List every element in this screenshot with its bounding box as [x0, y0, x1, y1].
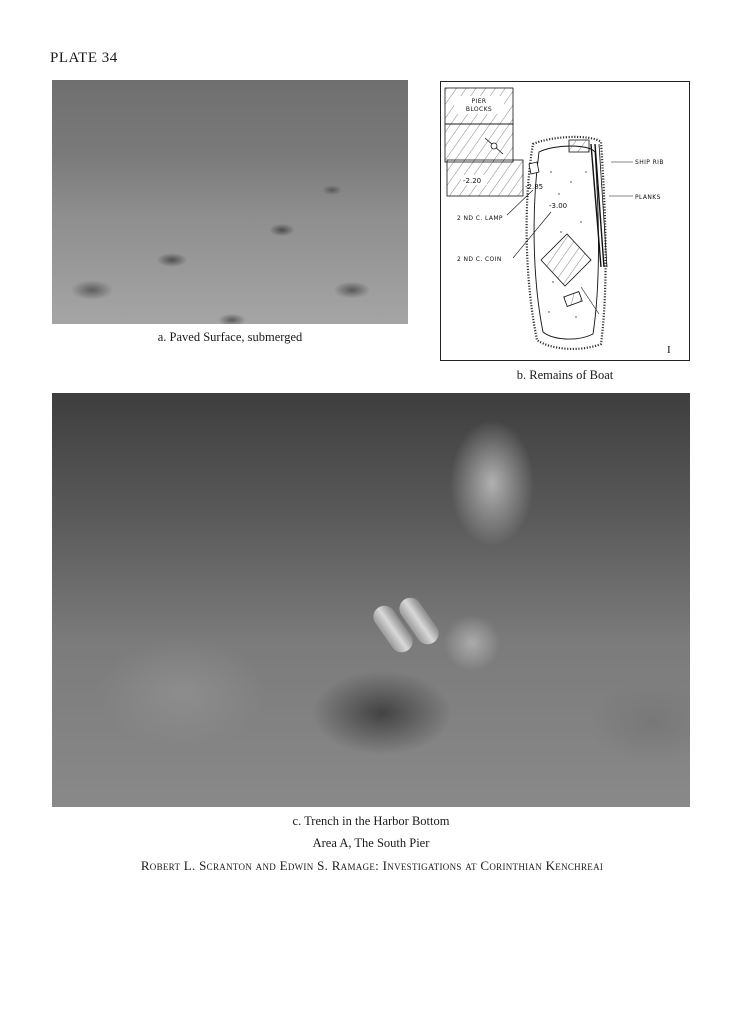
depth-3-00: -3.00: [549, 202, 568, 210]
label-ship-rib: SHIP RIB: [635, 159, 664, 166]
pier-block-2: [445, 124, 513, 162]
depth-2-85: -2.85: [525, 183, 544, 191]
plan-drawing: [441, 82, 691, 362]
caption-c: c. Trench in the Harbor Bottom: [292, 814, 450, 828]
plan-remains-of-boat: [440, 81, 690, 361]
label-planks: PLANKS: [635, 194, 661, 201]
depth-2-20: -2.20: [463, 177, 482, 185]
label-lamp: 2 ND C. LAMP: [457, 215, 503, 222]
photo-paved-surface: [52, 80, 408, 324]
caption-b: b. Remains of Boat: [516, 368, 614, 382]
label-pier: PIER: [471, 98, 487, 105]
subcaption-c: Area A, The South Pier: [312, 836, 430, 850]
label-coin: 2 ND C. COIN: [457, 256, 502, 263]
publication-credit: Robert L. Scranton and Edwin S. Ramage: Investigations at Corinthian Kenchreai: [140, 858, 604, 873]
plate-label: PLATE 34: [50, 50, 118, 66]
photo-harbor-trench: [52, 393, 690, 807]
section-mark: I: [667, 344, 671, 356]
caption-a: a. Paved Surface, submerged: [157, 330, 303, 344]
label-blocks: BLOCKS: [465, 106, 493, 113]
